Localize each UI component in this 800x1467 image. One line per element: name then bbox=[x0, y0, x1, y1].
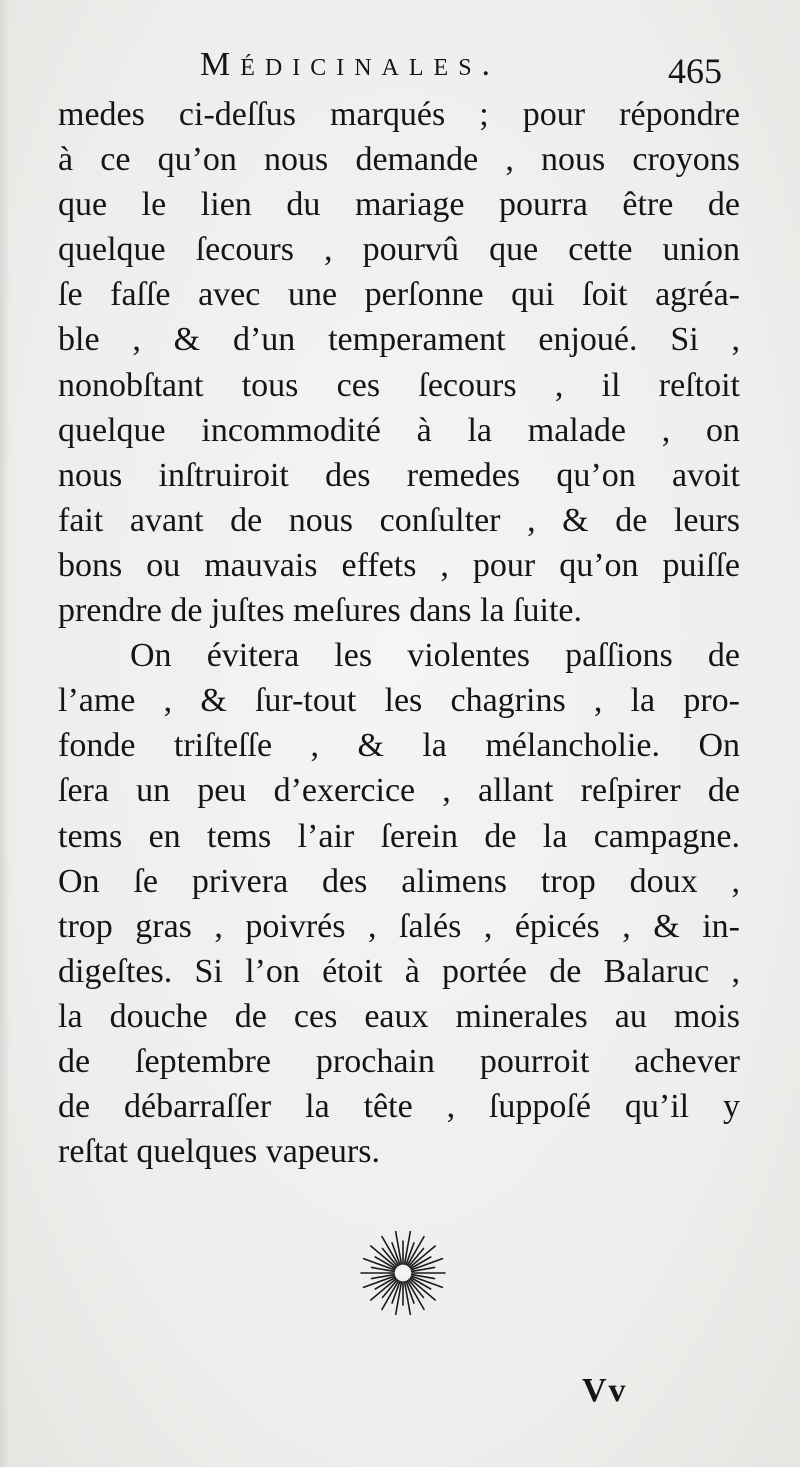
text-line: nous inſtruiroit des remedes qu’on avoit bbox=[58, 456, 740, 494]
text-line: trop gras , poivrés , ſalés , épicés , & in- bbox=[58, 907, 740, 945]
text-line: bons ou mauvais effets , pour qu’on puiſſe bbox=[58, 546, 740, 584]
text-line: nonobſtant tous ces ſecours , il reſtoit bbox=[58, 366, 740, 404]
text-line: digeſtes. Si l’on étoit à portée de Balaruc , bbox=[58, 952, 740, 990]
text-line: l’ame , & ſur-tout les chagrins , la pro- bbox=[58, 682, 740, 720]
page-number: 465 bbox=[668, 51, 722, 91]
paragraph-start-line: On évitera les violentes paſſions de bbox=[130, 637, 740, 675]
text-line: à ce qu’on nous demande , nous croyons bbox=[58, 141, 740, 179]
text-line: que le lien du mariage pourra être de bbox=[58, 186, 740, 224]
text-line: quelque ſecours , pourvû que cette union bbox=[58, 231, 740, 269]
sunburst-ornament-icon bbox=[358, 1228, 448, 1318]
text-line: medes ci-deſſus marqués ; pour répondre bbox=[58, 96, 740, 133]
text-line: reſtat quelques vapeurs. bbox=[58, 1133, 380, 1171]
text-line: prendre de juſtes meſures dans la ſuite. bbox=[58, 592, 582, 630]
text-line: de débarraſſer la tête , ſuppoſé qu’il y bbox=[58, 1088, 740, 1126]
text-line: ſera un peu d’exercice , allant reſpirer de bbox=[58, 772, 740, 810]
text-line: ble , & d’un temperament enjoué. Si , bbox=[58, 321, 740, 359]
body-text bbox=[58, 92, 740, 1174]
text-line: de ſeptembre prochain pourroit achever bbox=[58, 1042, 740, 1080]
text-line: ſe faſſe avec une perſonne qui ſoit agréa- bbox=[58, 276, 740, 314]
running-head: Médicinales. bbox=[200, 46, 501, 83]
text-line: On ſe privera des alimens trop doux , bbox=[58, 862, 740, 900]
page-header bbox=[0, 46, 800, 92]
text-line: fonde triſteſſe , & la mélancholie. On bbox=[58, 727, 740, 765]
text-line: fait avant de nous conſulter , & de leurs bbox=[58, 501, 740, 539]
text-line: quelque incommodité à la malade , on bbox=[58, 411, 740, 449]
page-edge-shadow bbox=[0, 0, 10, 1467]
text-line: la douche de ces eaux minerales au mois bbox=[58, 997, 740, 1035]
text-line: tems en tems l’air ſerein de la campagne. bbox=[58, 817, 740, 855]
signature-mark: Vv bbox=[582, 1372, 628, 1409]
